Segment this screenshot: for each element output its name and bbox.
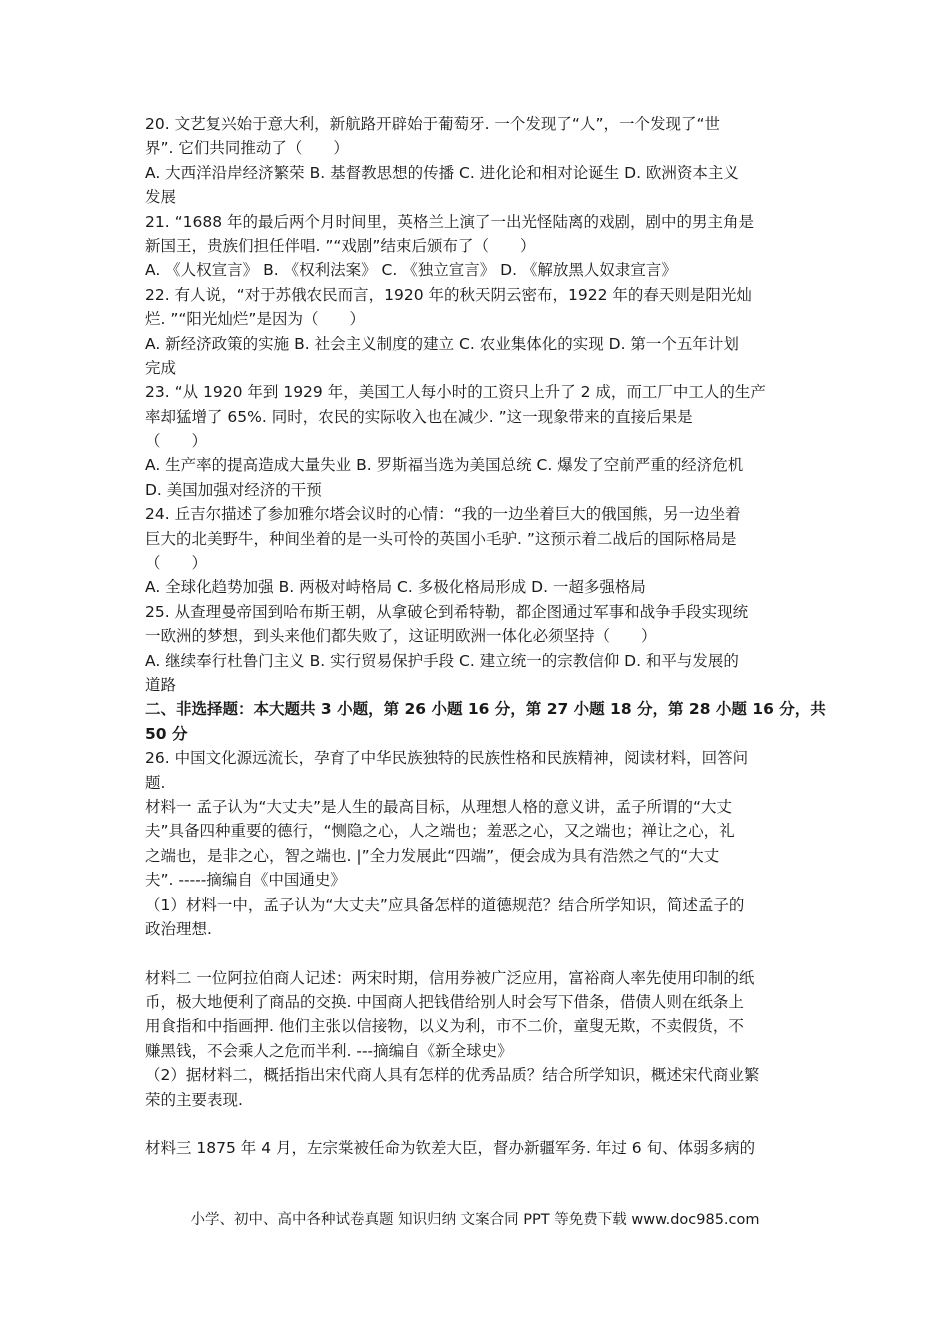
text-line: A. 《人权宣言》 B. 《权利法案》 C. 《独立宣言》 D. 《解放黑人奴隶宣言》 [145, 261, 677, 280]
section-heading: 50 分 [145, 724, 188, 743]
text-line: 发展 [145, 188, 177, 207]
text-line: 24. 丘吉尔描述了参加雅尔塔会议时的心情：“我的一边坐着巨大的俄国熊，另一边坐着 [145, 505, 741, 524]
text-line: 之端也，是非之心，智之端也. |”全力发展此“四端”，便会成为具有浩然之气的“大丈 [145, 846, 720, 865]
text-line: 荣的主要表现. [145, 1090, 243, 1109]
text-line: 材料二 一位阿拉伯商人记述：两宋时期，信用券被广泛应用，富裕商人率先使用印制的纸 [145, 968, 755, 987]
text-line: D. 美国加强对经济的干预 [145, 480, 322, 499]
text-line: A. 新经济政策的实施 B. 社会主义制度的建立 C. 农业集体化的实现 D. 第一个五年计划 [145, 334, 739, 353]
text-line: 巨大的北美野牛，种间坐着的是一头可怜的英国小毛驴. ”这预示着二战后的国际格局是 [145, 529, 737, 548]
text-line: 一欧洲的梦想，到头来他们都失败了，这证明欧洲一体化必须坚持（ ） [145, 627, 657, 646]
text-line: 完成 [145, 358, 177, 377]
text-line: 币，极大地便利了商品的交换. 中国商人把钱借给别人时会写下借条，借债人则在纸条上 [145, 993, 744, 1012]
text-line: 界”. 它们共同推动了（ ） [145, 139, 349, 158]
text-line: 25. 从查理曼帝国到哈布斯王朝，从拿破仑到希特勒，都企图通过军事和战争手段实现统 [145, 602, 749, 621]
text-line: A. 生产率的提高造成大量失业 B. 罗斯福当选为美国总统 C. 爆发了空前严重的经济危机 [145, 456, 744, 475]
text-line: 道路 [145, 675, 177, 694]
page-footer: 小学、初中、高中各种试卷真题 知识归纳 文案合同 PPT 等免费下载 www.doc985.com [190, 1212, 760, 1228]
blank-line [145, 941, 815, 965]
text-line: 材料一 孟子认为“大丈夫”是人生的最高目标，从理想人格的意义讲，孟子所谓的“大丈 [145, 797, 733, 816]
text-line: 23. “从 1920 年到 1929 年，美国工人每小时的工资只上升了 2 成，而工厂中工人的生产 [145, 383, 766, 402]
text-line: 新国王，贵族们担任伴唱. ”“戏剧”结束后颁布了（ ） [145, 236, 536, 255]
text-line: 率却猛增了 65%. 同时，农民的实际收入也在减少. ”这一现象带来的直接后果是 [145, 407, 693, 426]
document-body [145, 112, 826, 1161]
text-line: 夫”. -----摘编自《中国通史》 [145, 871, 346, 890]
text-line: 20. 文艺复兴始于意大利，新航路开辟始于葡萄牙. 一个发现了“人”，一个发现了“世 [145, 115, 721, 133]
text-line: 赚黑钱，不会乘人之危而半利. ---摘编自《新全球史》 [145, 1041, 513, 1060]
text-line: 26. 中国文化源远流长，孕育了中华民族独特的民族性格和民族精神，阅读材料，回答问 [145, 749, 749, 768]
text-line: 用食指和中指画押. 他们主张以信接物，以义为利，市不二价，童叟无欺，不卖假货，不 [145, 1017, 744, 1036]
text-line: 22. 有人说，“对于苏俄农民而言，1920 年的秋天阴云密布，1922 年的春天则是阳光灿 [145, 285, 752, 304]
text-line: A. 大西洋沿岸经济繁荣 B. 基督教思想的传播 C. 进化论和相对论诞生 D. 欧洲资本主义 [145, 163, 739, 182]
text-line: 夫”具备四种重要的德行，“恻隐之心，人之端也；羞恶之心，又之端也；禅让之心，礼 [145, 822, 735, 841]
text-line: 题. [145, 773, 166, 792]
text-line: （ ） [145, 554, 208, 573]
blank-line [145, 1112, 815, 1136]
section-heading: 二、非选择题：本大题共 3 小题，第 26 小题 16 分，第 27 小题 18 分，第 28 小题 16 分，共 [145, 700, 826, 719]
text-line: 烂. ”“阳光灿烂”是因为（ ） [145, 310, 365, 329]
text-line: 21. “1688 年的最后两个月时间里，英格兰上演了一出光怪陆离的戏剧，剧中的男主角是 [145, 212, 754, 231]
text-line: （ ） [145, 432, 208, 451]
text-line: 材料三 1875 年 4 月，左宗棠被任命为钦差大臣，督办新疆军务. 年过 6 旬、体弱多病的 [145, 1139, 756, 1158]
text-line: A. 全球化趋势加强 B. 两极对峙格局 C. 多极化格局形成 D. 一超多强格局 [145, 578, 646, 597]
text-line: （1）材料一中，孟子认为“大丈夫”应具备怎样的道德规范？结合所学知识，简述孟子的 [145, 895, 745, 914]
text-line: 政治理想. [145, 919, 212, 938]
text-line: A. 继续奉行杜鲁门主义 B. 实行贸易保护手段 C. 建立统一的宗教信仰 D. 和平与发展的 [145, 651, 739, 670]
text-line: （2）据材料二，概括指出宋代商人具有怎样的优秀品质？结合所学知识，概述宋代商业繁 [145, 1066, 760, 1085]
